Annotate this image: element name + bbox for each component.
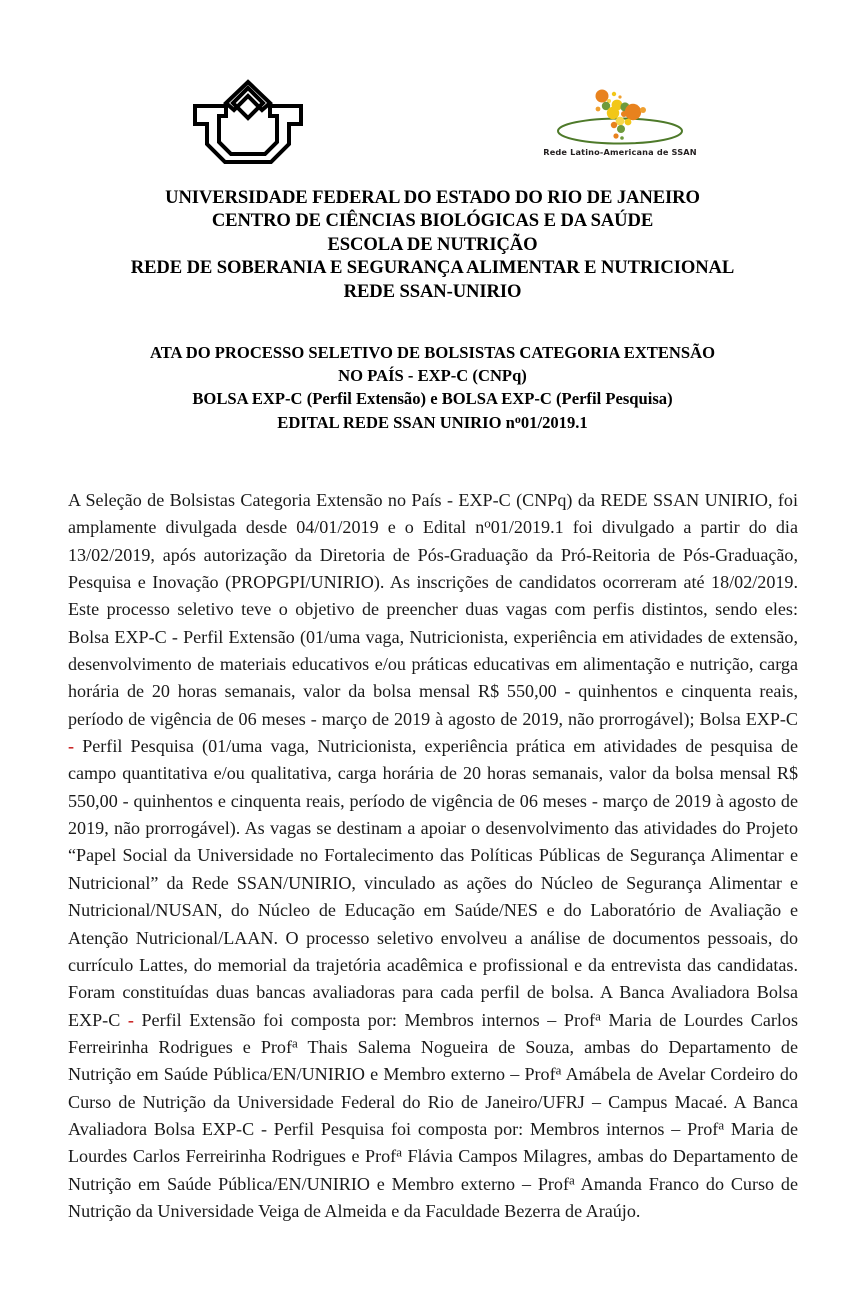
institution-heading-line-4: REDE DE SOBERANIA E SEGURANÇA ALIMENTAR E NUTRICIONAL bbox=[130, 257, 735, 279]
prof-ordinal-1: a bbox=[595, 1008, 601, 1024]
red-dash-perfil-pesquisa: - bbox=[68, 736, 75, 757]
institution-heading-line-1: UNIVERSIDADE FEDERAL DO ESTADO DO RIO DE JANEIRO bbox=[165, 187, 700, 208]
document-title-line-1: ATA DO PROCESSO SELETIVO DE BOLSISTAS CATEGORIA EXTENSÃO bbox=[149, 343, 716, 362]
body-segment-4: Perfil Extensão foi composta por: Membros internos – Prof bbox=[133, 1009, 596, 1030]
red-dash-banca-extensao: - bbox=[127, 1009, 134, 1030]
ata-body-text bbox=[68, 487, 798, 1225]
ssan-logo-caption: Rede Latino-Americana de SSAN bbox=[543, 147, 697, 157]
prof-ordinal-5: a bbox=[396, 1144, 402, 1160]
prof-ordinal-4: a bbox=[718, 1117, 725, 1133]
body-segment-3: Perfil Pesquisa (01/uma vaga, Nutricionista, experiência prática em atividades de pesquisa de campo quantitativa e/ou qualitativa, carga horária de 20 horas semanais, valor da bolsa mensal R$ 550,00 - quinhentos e cinquenta reais, período de vigência de 06 meses - março de 2019 à agosto de 2019, não prorrogável). As vagas se destinam a apoiar o desenvolvimento das atividades do Projeto “Papel Social da Universidade no Fortalecimento das Políticas Públicas de Segurança Alimentar e Nutricional” da Rede SSAN/UNIRIO, vinculado as ações do Núcleo de Segurança Alimentar e Nutricional/NUSAN, do Núcleo de Educação em Saúde/NES e do Laboratório de Avaliação e Atenção Nutricional/LAAN. O processo seletivo envolveu a análise de documentos pessoais, do currículo Lattes, do memorial da trajetória acadêmica e profissional e da entrevista das candidatas. Foram constituídas duas bancas avaliadoras para cada perfil de bolsa. A Banca Avaliadora Bolsa EXP-C bbox=[68, 736, 798, 1030]
body-segment-1: A Seleção de Bolsistas Categoria Extensão no País - EXP-C (CNPq) da REDE SSAN UNIRIO, foi amplamente divulgada desde 04/01/2019 e o Edital n bbox=[68, 490, 798, 538]
body-segment-10: Amanda Franco do Curso de Nutrição da Universidade Veiga de Almeida e da Faculdade Bezerra de Araújo. bbox=[68, 1173, 798, 1221]
ata-paragraph bbox=[68, 487, 798, 1225]
body-segment-5: Maria de Lourdes Carlos Ferreirinha Rodrigues e Prof bbox=[68, 1009, 798, 1057]
rede-latino-americana-ssan-logo bbox=[524, 88, 716, 170]
institution-heading-line-2: CENTRO DE CIÊNCIAS BIOLÓGICAS E DA SAÚDE bbox=[211, 210, 654, 232]
edital-label: EDITAL REDE SSAN UNIRIO n bbox=[277, 412, 515, 432]
document-title-line-2: NO PAÍS - EXP-C (CNPq) bbox=[338, 366, 527, 386]
document-title-line-3: BOLSA EXP-C (Perfil Extensão) e BOLSA EXP-C (Perfil Pesquisa) bbox=[192, 389, 673, 409]
edital-ordinal-mark: o bbox=[514, 411, 521, 426]
prof-ordinal-2: a bbox=[291, 1035, 298, 1051]
body-segment-2: 01/2019.1 foi divulgado a partir do dia 13/02/2019, após autorização da Diretoria de Pós-Graduação da Pró-Reitoria de Pós-Graduação, Pesquisa e Inovação (PROPGPI/UNIRIO). As inscrições de candidatos ocorreram até 18/02/2019. Este processo seletivo teve o objetivo de preencher duas vagas com perfis distintos, sendo eles: Bolsa EXP-C - Perfil Extensão (01/uma vaga, Nutricionista, experiência em atividades de extensão, desenvolvimento de materiais educativos e/ou práticas educativas em alimentação e nutrição, carga horária de 20 horas semanais, valor da bolsa mensal R$ 550,00 - quinhentos e cinquenta reais, período de vigência de 06 meses - março de 2019 à agosto de 2019, não prorrogável); Bolsa EXP-C bbox=[68, 517, 798, 729]
prof-ordinal-6: a bbox=[569, 1172, 575, 1188]
body-segment-8: Maria de Lourdes Carlos Ferreirinha Rodrigues e Prof bbox=[68, 1118, 799, 1167]
body-segment-9: Flávia Campos Milagres, ambas do Departamento de Nutrição em Saúde Pública/EN/UNIRIO e Membro externo – Prof bbox=[68, 1146, 798, 1194]
logo-band bbox=[0, 66, 865, 176]
institution-heading-line-5: REDE SSAN-UNIRIO bbox=[343, 280, 522, 302]
edital-number: 01/2019.1 bbox=[520, 412, 588, 432]
institution-heading bbox=[0, 186, 865, 303]
body-segment-6: Thais Salema Nogueira de Souza, ambas do Departamento de Nutrição em Saúde Pública/EN/UNIRIO e Membro externo – Prof bbox=[68, 1036, 798, 1085]
institution-heading-line-3: ESCOLA DE NUTRIÇÃO bbox=[327, 233, 538, 255]
unirio-logo bbox=[192, 78, 304, 166]
body-segment-7: Amábela de Avelar Cordeiro do Curso de Nutrição da Universidade Federal do Rio de Janeiro/UFRJ – Campus Macaé. A Banca Avaliadora Bolsa EXP-C - Perfil Pesquisa foi composta por: Membros internos – Prof bbox=[68, 1064, 798, 1139]
document-title-line-4 bbox=[0, 411, 865, 434]
document-title bbox=[0, 341, 865, 434]
prof-ordinal-3: a bbox=[555, 1062, 562, 1078]
edital-ordinal-mark-body: o bbox=[484, 515, 491, 531]
